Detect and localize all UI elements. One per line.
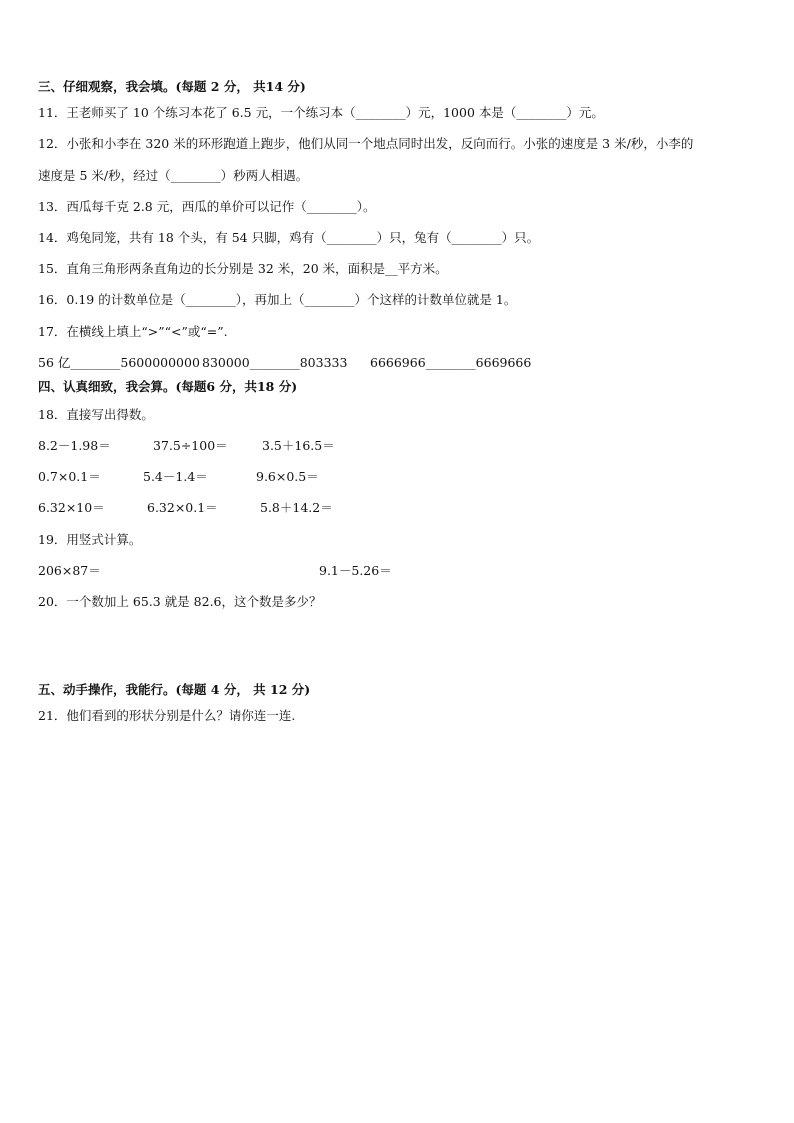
section-5-heading: 五、动手操作，我能行。(每题 4 分， 共 12 分) — [38, 682, 311, 697]
question-11: 11．王老师买了 10 个练习本花了 6.5 元，一个练习本（________）元，1000 本是（________）元。 — [38, 105, 604, 120]
question-16: 16．0.19 的计数单位是（________），再加上（________）个这样的计数单位就是 1。 — [38, 292, 517, 307]
section-4-heading: 四、认真细致，我会算。(每题6 分，共18 分) — [38, 379, 298, 394]
section-3-heading: 三、仔细观察，我会填。(每题 2 分， 共14 分) — [38, 79, 306, 94]
q18-r2-c1: 0.7×0.1＝ — [38, 469, 101, 484]
question-12-line-1: 12．小张和小李在 320 米的环形跑道上跑步，他们从同一个地点同时出发，反向而行。小张的速度是 3 米/秒，小李的 — [38, 136, 694, 151]
question-14: 14．鸡兔同笼，共有 18 个头，有 54 只脚，鸡有（________）只，兔有（________）只。 — [38, 230, 540, 245]
q18-r3-c2: 6.32×0.1＝ — [147, 500, 218, 515]
question-17-item-1: 56 亿________5600000000 — [38, 355, 200, 370]
q18-r2-c3: 9.6×0.5＝ — [256, 469, 319, 484]
q18-r1-c3: 3.5＋16.5＝ — [262, 438, 335, 453]
question-13: 13．西瓜每千克 2.8 元，西瓜的单价可以记作（________）。 — [38, 199, 376, 214]
question-19-item-2: 9.1－5.26＝ — [319, 563, 392, 578]
question-18: 18．直接写出得数。 — [38, 407, 154, 422]
question-19: 19．用竖式计算。 — [38, 532, 142, 547]
question-21: 21．他们看到的形状分别是什么？请你连一连. — [38, 708, 296, 723]
question-20: 20．一个数加上 65.3 就是 82.6，这个数是多少？ — [38, 594, 322, 609]
question-17: 17．在横线上填上“>”“<”或“=”. — [38, 324, 228, 339]
q18-r1-c2: 37.5÷100＝ — [153, 438, 228, 453]
question-17-item-2: 830000________803333 — [202, 355, 348, 370]
question-15: 15．直角三角形两条直角边的长分别是 32 米，20 米，面积是__平方米。 — [38, 261, 448, 276]
q18-r1-c1: 8.2－1.98＝ — [38, 438, 111, 453]
question-17-item-3: 6666966________6669666 — [370, 355, 532, 370]
question-12-line-2: 速度是 5 米/秒，经过（________）秒两人相遇。 — [38, 168, 309, 183]
q18-r3-c1: 6.32×10＝ — [38, 500, 105, 515]
q18-r3-c3: 5.8＋14.2＝ — [260, 500, 333, 515]
q18-r2-c2: 5.4－1.4＝ — [143, 469, 208, 484]
question-19-item-1: 206×87＝ — [38, 563, 101, 578]
